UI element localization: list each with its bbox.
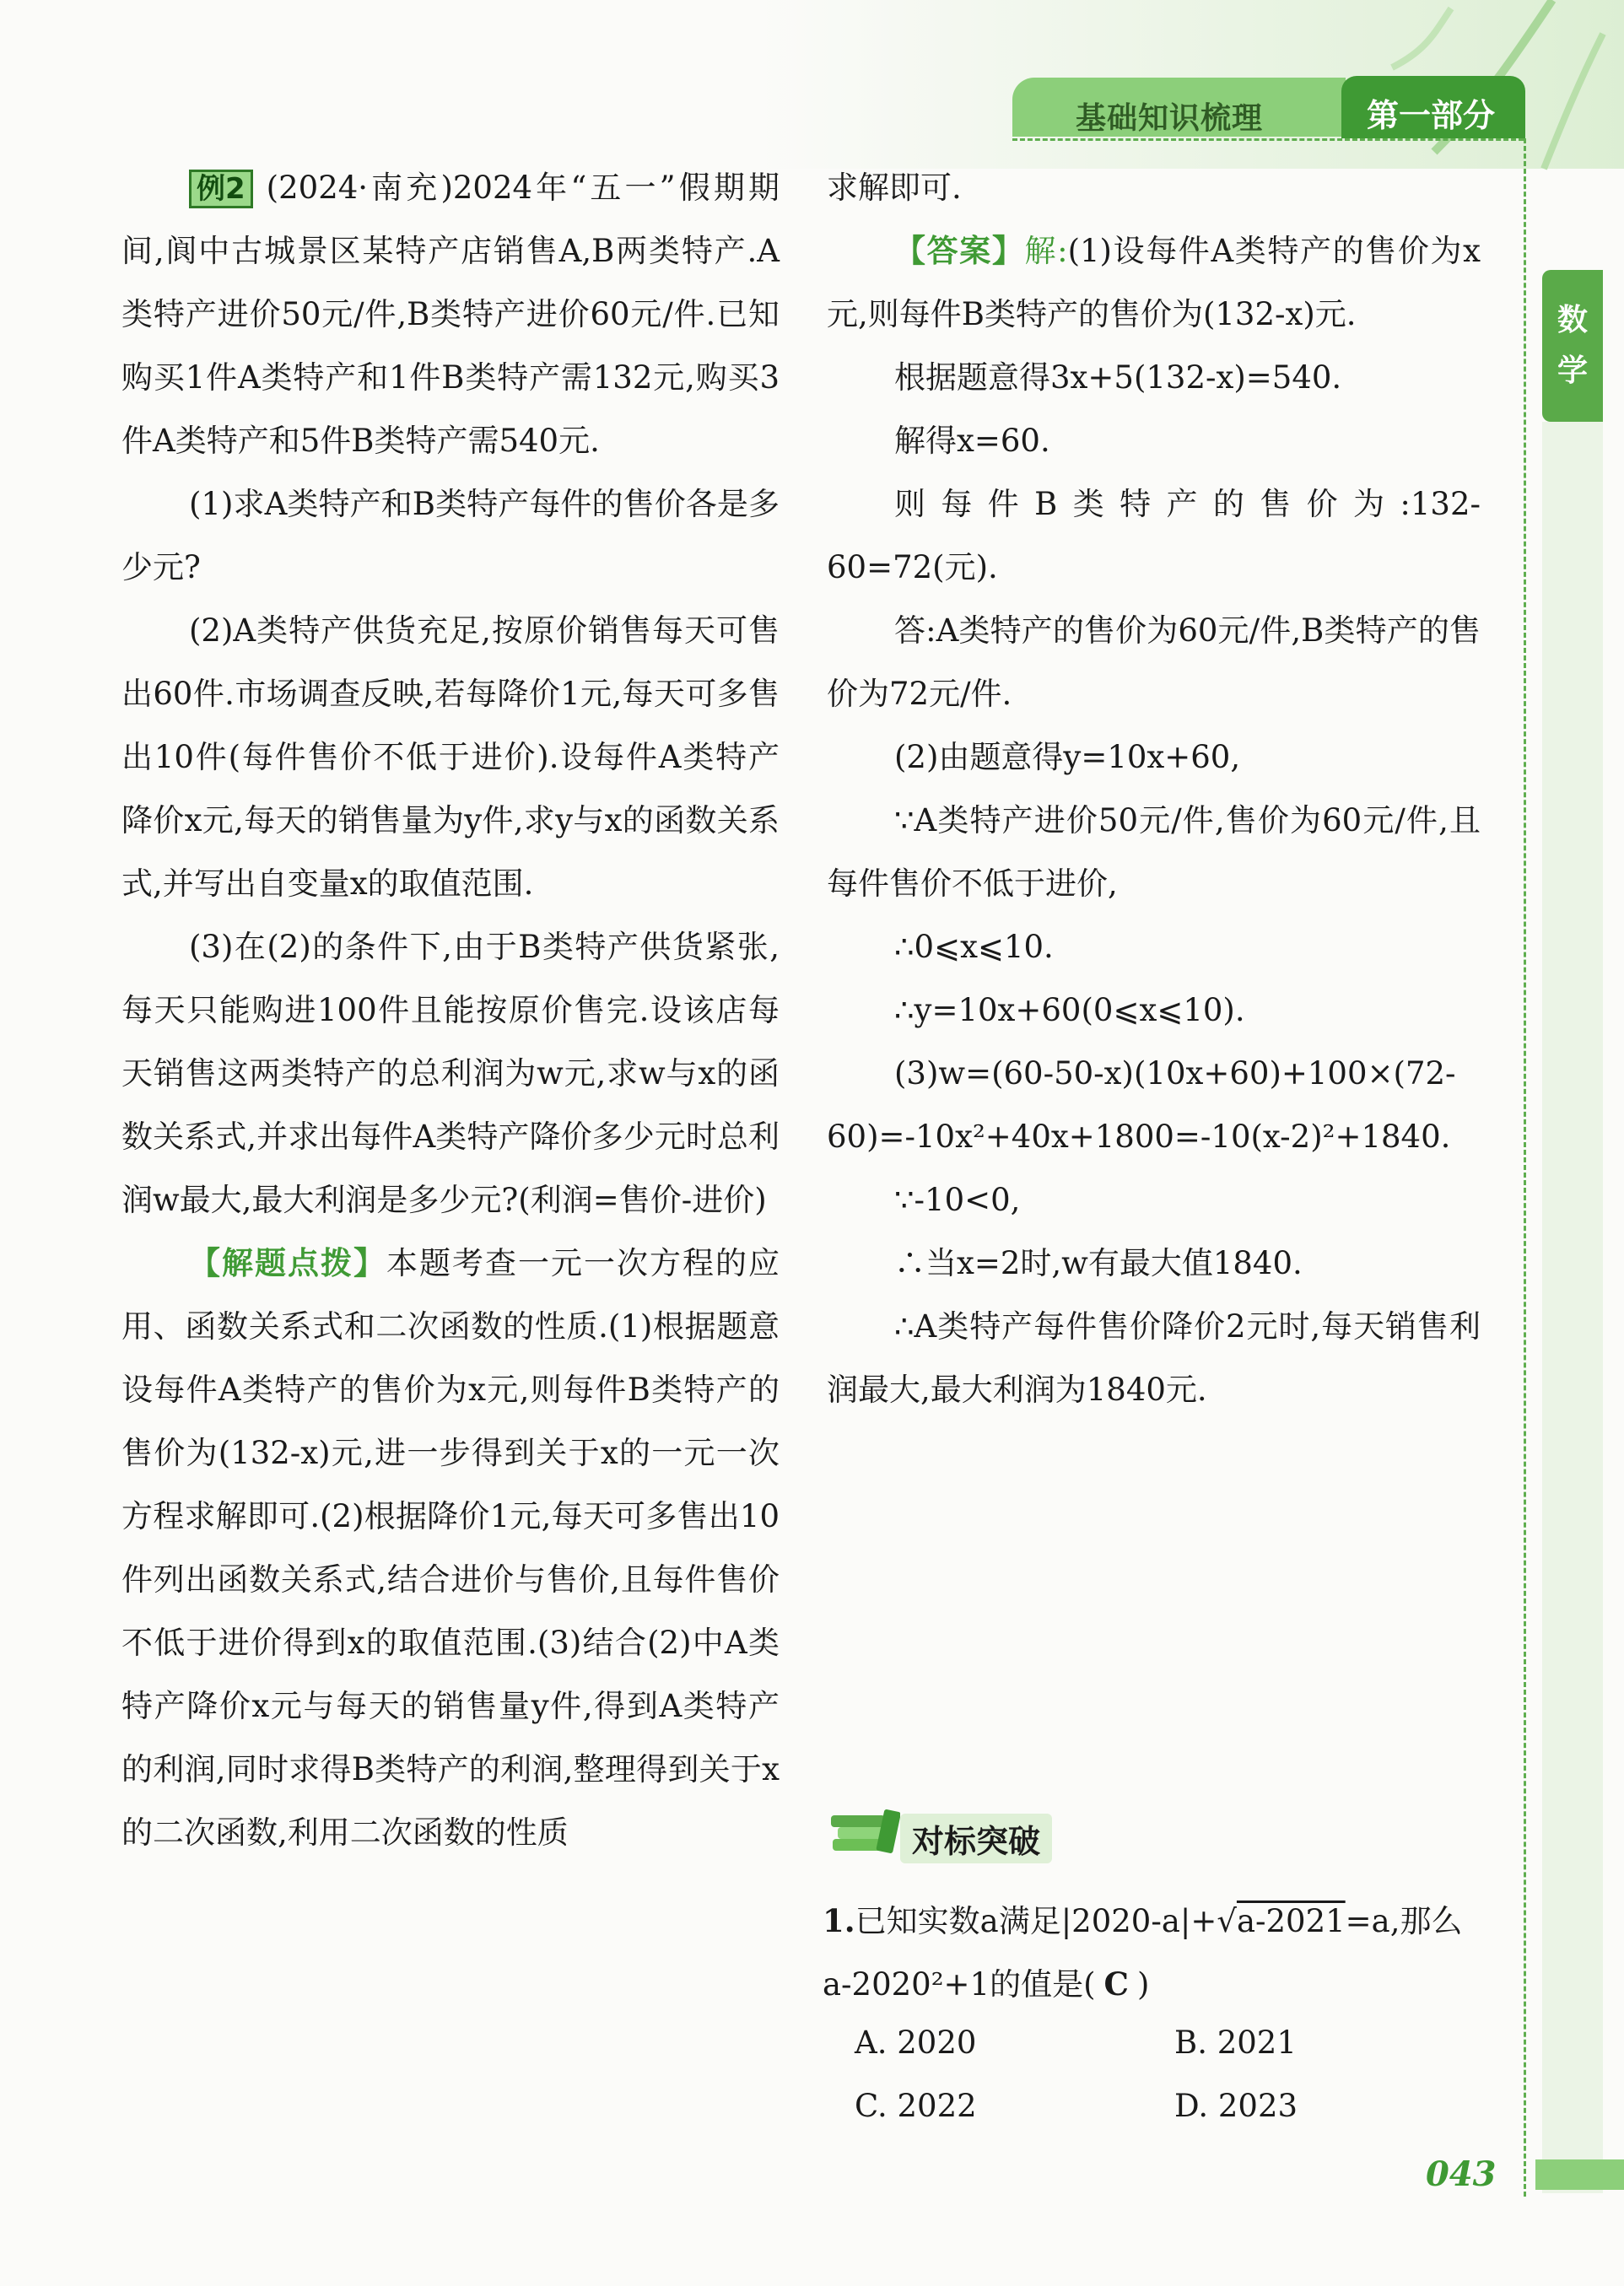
practice-question-1: [823, 1890, 1489, 2016]
question-2: (2)A类特产供货充足,按原价销售每天可售出60件.市场调查反映,若每降价1元,每天可多售出10件(每件售价不低于进价).设每件A类特产降价x元,每天的销售量为y件,求y与x的函数关系式,并写出自变量x的取值范围.: [121, 612, 780, 902]
solution-step: 根据题意得3x+5(132-x)=540.: [894, 359, 1342, 396]
subject-tab-label: 数学: [1557, 303, 1589, 388]
part-tab: [1341, 76, 1525, 138]
example-badge: 例2: [189, 170, 253, 208]
example-stem: [121, 156, 780, 472]
answer-tag: 【答案】: [894, 233, 1025, 269]
solution-step: ∴0⩽x⩽10.: [894, 929, 1054, 965]
solution-step: 解得x=60.: [894, 423, 1050, 459]
subject-tab: [1542, 270, 1603, 422]
side-strip: [1542, 422, 1603, 2193]
question-text: 已知实数a满足|2020-a|+: [855, 1903, 1217, 1939]
question-1: (1)求A类特产和B类特产每件的售价各是多少元?: [121, 486, 780, 585]
footer-bar: [1535, 2159, 1624, 2190]
analysis-tag: 【解题点拨】: [189, 1245, 386, 1281]
option-a[interactable]: A. 2020: [855, 2025, 977, 2061]
example-text: (2024·南充)2024年“五一”假期期间,阆中古城景区某特产店销售A,B两类特产.A类特产进价50元/件,B类特产进价60元/件.已知购买1件A类特产和1件B类特产需132元,购买3件A类特产和5件B类特产需540元.: [121, 170, 780, 459]
analysis-text: 本题考查一元一次方程的应用、函数关系式和二次函数的性质.(1)根据题意设每件A类特产的售价为x元,则每件B类特产的售价为(132-x)元,进一步得到关于x的一元一次方程求解即可.(2)根据降价1元,每天可多售出10件列出函数关系式,结合进价与售价,且每件售价不低于进价得到x的取值范围.(3)结合(2)中A类特产降价x元与每天的销售量y件,得到A类特产的利润,同时求得B类特产的利润,整理得到关于x的二次函数,利用二次函数的性质: [121, 1245, 780, 1851]
left-column: [121, 156, 780, 1864]
option-b[interactable]: B. 2021: [1174, 2025, 1297, 2061]
answer-choice: C: [1103, 1965, 1129, 2003]
question-3: (3)在(2)的条件下,由于B类特产供货紧张,每天只能购进100件且能按原价售完.设该店每天销售这两类特产的总利润为w元,求w与x的函数关系式,并求出每件A类特产降价多少元时总利润w最大,最大利润是多少元?(利润=售价-进价): [121, 929, 780, 1218]
books-icon: [829, 1807, 900, 1859]
solution-step: (2)由题意得y=10x+60,: [894, 739, 1241, 775]
solution-step: ∴A类特产每件售价降价2元时,每天销售利润最大,最大利润为1840元.: [827, 1308, 1481, 1408]
section-tab: [1012, 78, 1346, 137]
solution-step: (3)w=(60-50-x)(10x+60)+100×(72-60)=-10x²+40x+1800=-10(x-2)²+1840.: [827, 1055, 1456, 1155]
practice-title: 对标突破: [900, 1814, 1052, 1863]
solution-label: 解:: [1024, 233, 1068, 269]
page-number: 043: [1426, 2154, 1497, 2194]
solution-step: 则每件B类特产的售价为:132-60=72(元).: [827, 486, 1481, 585]
sqrt-sign: √: [1217, 1903, 1237, 1939]
option-d[interactable]: D. 2023: [1174, 2088, 1298, 2124]
part-tab-label: 第一部分: [1367, 97, 1496, 134]
sqrt-radicand: a-2021: [1236, 1903, 1346, 1939]
answer-line: [827, 219, 1481, 346]
question-close: ): [1137, 1966, 1150, 2003]
answer-text: 解:(1)设每件A类特产的售价为x元,则每件B类特产的售价为(132-x)元.: [827, 233, 1481, 332]
question-text-2: =a,那么a-2020²+1的值是(: [823, 1903, 1463, 2003]
solution-step: 答:A类特产的售价为60元/件,B类特产的售价为72元/件.: [827, 612, 1481, 712]
page-divider: [1524, 138, 1526, 2197]
solution-step: ∴当x=2时,w有最大值1840.: [894, 1245, 1303, 1281]
header-divider: [1012, 138, 1524, 141]
analysis: [121, 1232, 780, 1864]
solution-continuation: 求解即可.: [827, 170, 962, 206]
right-column: [827, 156, 1481, 1421]
question-number: 1.: [823, 1902, 855, 1939]
practice-heading: [823, 1797, 1160, 1873]
solution-step: ∵A类特产进价50元/件,售价为60元/件,且每件售价不低于进价,: [827, 802, 1481, 902]
option-c[interactable]: C. 2022: [855, 2088, 977, 2124]
solution-step: ∴y=10x+60(0⩽x⩽10).: [894, 992, 1245, 1028]
solution-step: ∵-10<0,: [894, 1182, 1021, 1218]
section-tab-label: 基础知识梳理: [1076, 101, 1264, 136]
